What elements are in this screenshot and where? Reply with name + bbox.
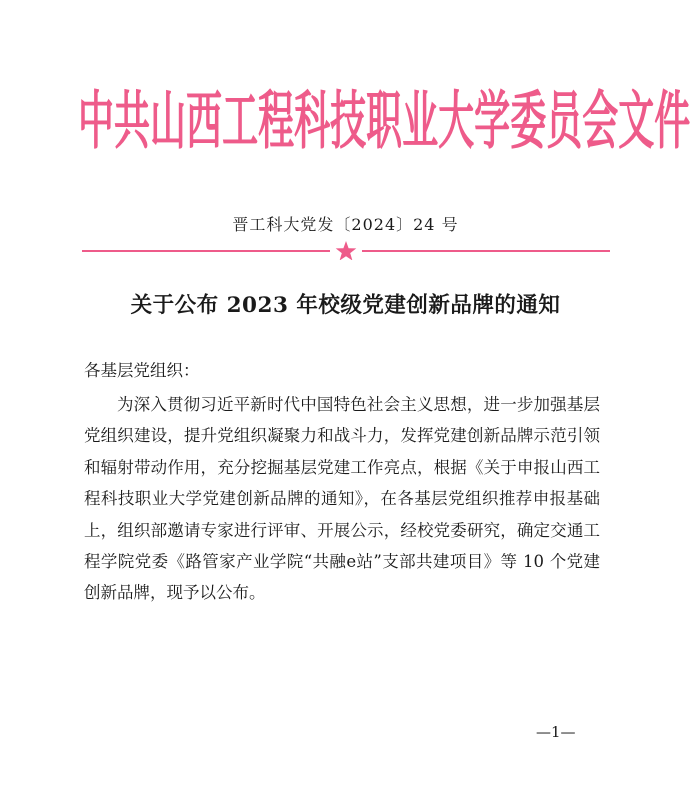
star-icon — [336, 241, 357, 260]
masthead-char: 委 — [510, 86, 547, 158]
masthead-char: 山 — [150, 86, 187, 158]
red-divider — [82, 240, 610, 260]
masthead-char: 中 — [78, 86, 115, 158]
masthead-char: 工 — [222, 86, 259, 158]
masthead-char: 业 — [402, 86, 439, 158]
masthead-char: 程 — [258, 86, 295, 158]
masthead-char: 职 — [366, 86, 403, 158]
masthead-char: 学 — [474, 86, 511, 158]
page-number: —1— — [536, 723, 576, 741]
masthead-char: 文 — [618, 86, 655, 158]
masthead-char: 共 — [114, 86, 151, 158]
salutation: 各基层党组织： — [84, 361, 200, 380]
masthead-char: 大 — [438, 86, 475, 158]
masthead-char: 科 — [294, 86, 331, 158]
masthead-char: 西 — [186, 86, 223, 158]
masthead-title — [78, 80, 691, 166]
masthead-char: 员 — [546, 86, 583, 158]
masthead-char: 件 — [654, 86, 691, 158]
notice-title: 关于公布 2023 年校级党建创新品牌的通知 — [130, 293, 561, 318]
masthead-char: 会 — [582, 86, 619, 158]
document-number: 晋工科大党发〔2024〕24 号 — [232, 215, 459, 234]
notice-body: 为深入贯彻习近平新时代中国特色社会主义思想，进一步加强基层党组织建设，提升党组织凝聚力和战斗力，发挥党建创新品牌示范引领和辐射带动作用，充分挖掘基层党建工作亮点，根据《关于申报山西工程科技职业大学党建创新品牌的通知》，在各基层党组织推荐申报基础上，组织部邀请专家进行评审、开展公示，经校党委研究，确定交通工程学院党委《路管家产业学院“共融e站”支部共建项目》等 10 个党建创新品牌，现予以公布。 — [84, 395, 600, 603]
masthead-char: 技 — [330, 86, 367, 158]
